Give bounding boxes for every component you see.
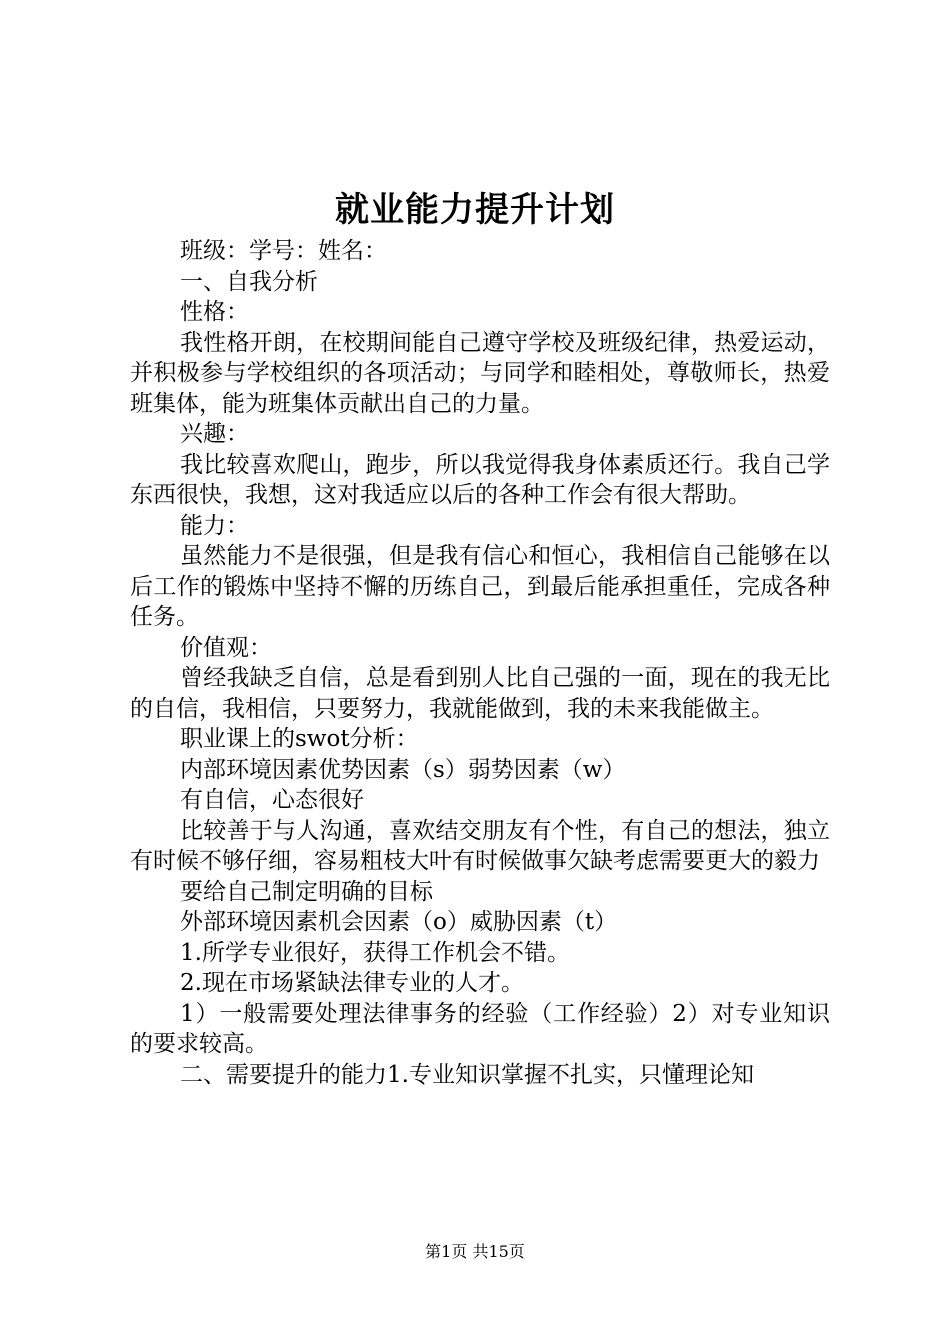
opportunity-item-2: 2.现在市场紧缺法律专业的人才。: [180, 970, 524, 996]
section-heading-self-analysis: 一、自我分析: [180, 268, 318, 295]
paragraph-interests: 我比较喜欢爬山，跑步，所以我觉得我身体素质还行。我自己学东西很快，我想，这对我适应以后的各种工作会有很大帮助。: [130, 451, 830, 508]
swot-internal-factors: 内部环境因素优势因素（s）弱势因素（w）: [180, 756, 626, 783]
swot-strength-weakness-paragraph: 比较善于与人沟通，喜欢结交朋友有个性，有自己的想法，独立有时候不够仔细，容易粗枝大叶有时候做事欠缺考虑需要更大的毅力: [130, 817, 830, 874]
opportunity-item-1: 1.所学专业很好，获得工作机会不错。: [180, 939, 570, 966]
swot-external-factors: 外部环境因素机会因素（o）威胁因素（t）: [180, 909, 618, 935]
section-heading-abilities-to-improve: 二、需要提升的能力1.专业知识掌握不扎实，只懂理论知: [180, 1061, 754, 1088]
paragraph-values: 曾经我缺乏自信，总是看到别人比自己强的一面，现在的我无比的自信，我相信，只要努力，我就能做到，我的未来我能做主。: [130, 665, 830, 722]
page-footer: 第1页 共15页: [425, 1242, 525, 1261]
subheading-ability: 能力：: [180, 512, 249, 539]
subheading-values: 价值观：: [180, 634, 272, 661]
swot-strength-line: 有自信，心态很好: [180, 787, 364, 813]
swot-heading: 职业课上的swot分析：: [180, 726, 419, 752]
document-body: [130, 236, 830, 1090]
paragraph-personality: 我性格开朗，在校期间能自己遵守学校及班级纪律，热爱运动，并积极参与学校组织的各项活动；与同学和睦相处，尊敬师长，热爱班集体，能为班集体贡献出自己的力量。: [130, 329, 830, 417]
subheading-personality: 性格：: [180, 299, 249, 325]
paragraph-ability: 虽然能力不是很强，但是我有信心和恒心，我相信自己能够在以后工作的锻炼中坚持不懈的历练自己，到最后能承担重任，完成各种任务。: [130, 543, 830, 630]
subheading-interests: 兴趣：: [180, 421, 249, 447]
document-title: 就业能力提升计划: [335, 190, 615, 230]
class-info-line: 班级：学号：姓名：: [180, 238, 387, 264]
threat-items: 1）一般需要处理法律事务的经验（工作经验）2）对专业知识的要求较高。: [130, 1000, 830, 1057]
swot-goal-line: 要给自己制定明确的目标: [180, 878, 433, 905]
